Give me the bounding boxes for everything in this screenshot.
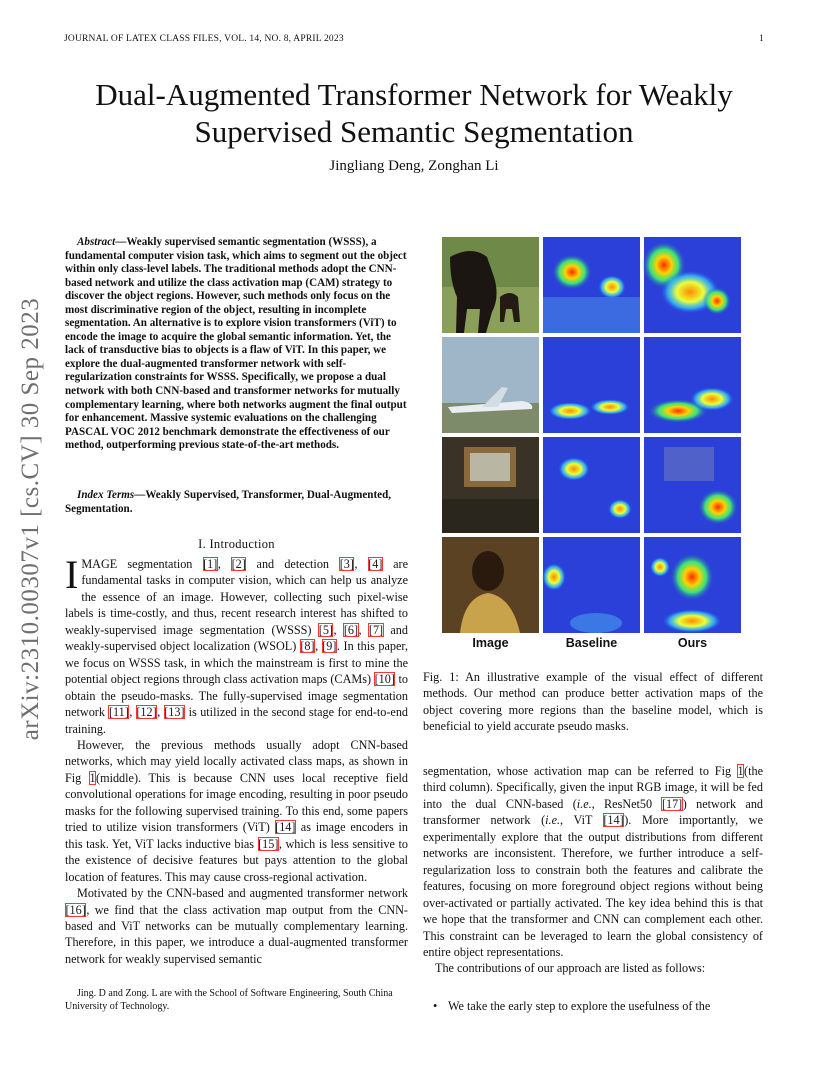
text-span: to obtain the pseudo-masks. The fully-supervised image segmentation network bbox=[65, 672, 409, 720]
text-span: are fundamental tasks in computer vision, which can help us analyze the essence of an image. However, collecting such pixel-wise labels is time-costly, and thus, recent research interest has shifted to weakly-supervised image segmentation (WSSS) bbox=[65, 557, 409, 637]
citation-link[interactable]: [6] bbox=[343, 622, 359, 637]
journal-name: JOURNAL OF LATEX CLASS FILES, VOL. 14, NO. 8, APRIL 2023 bbox=[64, 34, 344, 44]
airplane-ours-map bbox=[644, 337, 741, 433]
text-span: i.e. bbox=[545, 813, 561, 828]
mirror-baseline-map bbox=[543, 437, 640, 533]
footnote: Jing. D and Zong. L are with the School of Software Engineering, South China University of Technology. bbox=[65, 988, 393, 1012]
index-terms-text: —Weakly Supervised, Transformer, Dual-Augmented, Segmentation. bbox=[65, 489, 392, 515]
citation-link[interactable]: [3] bbox=[339, 557, 354, 571]
text-span: . In this paper, we focus on WSSS task, in which the mainstream is first to mine the potential object regions through class activation maps (CAMs) bbox=[65, 639, 409, 687]
bullet-text: We take the early step to explore the usefulness of the bbox=[448, 999, 711, 1013]
text-span: is utilized in the second stage for end-to-end training. bbox=[65, 705, 409, 736]
citation-link[interactable]: [14] bbox=[603, 813, 624, 828]
authors: Jingliang Deng, Zonghan Li bbox=[329, 158, 499, 174]
text-span: segmentation, whose activation map can be referred to Fig bbox=[423, 764, 737, 778]
figure-label-ours: Ours bbox=[677, 636, 708, 650]
horse-baseline-map bbox=[543, 237, 640, 333]
text-span: (middle). This is because CNN uses local receptive field convolutional operations for image encoding, resulting in poor pseudo masks for the following supervised training. To this end, some papers tried to utilize vision transformers (ViT) bbox=[65, 770, 408, 835]
text-span: , ViT bbox=[560, 813, 603, 828]
citation-link[interactable]: [5] bbox=[318, 622, 333, 637]
paper-title: Dual-Augmented Transformer Network for Weakly Supervised Semantic Segmentation bbox=[95, 77, 733, 149]
citation-link[interactable]: [1] bbox=[203, 557, 218, 571]
text-span: However, the previous methods usually adopt CNN-based networks, which may yield locally activated class maps, as shown in Fig bbox=[65, 737, 408, 785]
right-paragraph-2: The contributions of our approach are listed as follows: bbox=[435, 961, 706, 976]
row-airplane bbox=[442, 337, 741, 433]
text-span: i.e. bbox=[576, 796, 592, 811]
abstract-label: Abstract bbox=[77, 236, 116, 248]
running-header bbox=[64, 34, 764, 48]
figure-1 bbox=[442, 237, 742, 635]
index-terms-label: Index Terms bbox=[77, 489, 135, 501]
mirror-ours-map bbox=[644, 437, 741, 533]
text-span: (the third column). Specifically, given the input RGB image, it will be fed into the dual CNN-based ( bbox=[423, 764, 763, 811]
section-heading: I. Introduction bbox=[198, 537, 275, 551]
citation-link[interactable]: [9] bbox=[322, 639, 337, 654]
horse-image bbox=[442, 237, 539, 333]
row-person bbox=[442, 537, 741, 633]
citation-link[interactable]: [13] bbox=[164, 705, 185, 720]
right-column-body bbox=[423, 763, 763, 977]
citation-link[interactable]: [12] bbox=[136, 705, 157, 720]
figure-caption: Fig. 1: An illustrative example of the visual effect of different methods. Our method can produce better activation maps of the object covering more regions than the baseline model, which is beneficial to yield accurate pseudo masks. bbox=[423, 670, 763, 734]
airplane-image bbox=[442, 337, 539, 433]
text-span: MAGE segmentation bbox=[81, 557, 203, 571]
index-terms bbox=[65, 489, 408, 516]
text-span: and weakly-supervised object localization (WSOL) bbox=[65, 622, 408, 654]
text-span: , which is less sensitive to the existence of decisive features but pays attention to the global location of features. This may cause cross-regional activation. bbox=[65, 836, 408, 884]
figure-link[interactable]: 1 bbox=[89, 770, 96, 785]
page-number: 1 bbox=[759, 34, 764, 44]
citation-link[interactable]: [2] bbox=[231, 557, 246, 571]
text-span: Motivated by the CNN-based and augmented transformer network bbox=[77, 886, 408, 901]
text-span: , ResNet50 bbox=[591, 796, 662, 811]
citation-link[interactable]: [10] bbox=[374, 672, 395, 687]
text-span: ). More importantly, we experimentally explore that the output distributions from different networks are inconsistent. Therefore, we further introduce a self-regularization loss to constrain both the features and calibrate the features, focusing on more foreground object regions without being over-activated or partially activated. The key idea behind this is that we hope that the transformer and CNN can complement each other. This constraint can be leveraged to learn the global consistency of entire object representations. bbox=[423, 813, 763, 959]
row-mirror bbox=[442, 437, 741, 533]
citation-link[interactable]: [11] bbox=[108, 705, 129, 720]
person-image bbox=[442, 537, 539, 633]
person-baseline-map bbox=[542, 537, 640, 633]
citation-link[interactable]: [16] bbox=[65, 902, 86, 917]
citation-link[interactable]: [15] bbox=[258, 836, 279, 851]
citation-link[interactable]: [14] bbox=[275, 820, 296, 835]
mirror-image bbox=[442, 437, 539, 533]
figure-1-grid bbox=[442, 237, 742, 635]
row-horse bbox=[442, 237, 741, 333]
citation-link[interactable]: [17] bbox=[661, 796, 683, 811]
airplane-baseline-map bbox=[543, 337, 640, 433]
horse-ours-map bbox=[642, 237, 741, 333]
text-span: , we find that the class activation map output from the CNN-based and ViT networks can be mutually complementary learning. Therefore, in this paper, we introduce a dual-augmented transformer network for weakly supervised semantic bbox=[65, 902, 408, 966]
citation-link[interactable]: [4] bbox=[368, 557, 383, 571]
arxiv-stamp: arXiv:2310.00307v1 [cs.CV] 30 Sep 2023 bbox=[17, 297, 44, 741]
intro-paragraph-3 bbox=[65, 885, 408, 967]
abstract-text: —Weakly supervised semantic segmentation (WSSS), a fundamental computer vision task, which aims to segment out the object within only class-level labels. The traditional methods adopt the CNN-based network and utilize the class activation map (CAM) strategy to discover the object regions. However, such methods only focus on the most discriminative region of the object, resulting in incomplete segmentation. An alternative is to explore vision transformers (ViT) to encode the image to acquire the global semantic information. Yet, the lack of transductive bias to objects is a flaw of ViT. In this paper, we explore the dual-augmented transformer network with self-regularization constraints for WSSS. Specifically, we propose a dual network with both CNN-based and transformer networks for mutually complementary learning, where both networks augment the final output for enhancement. Massive systemic evaluations on the challenging PASCAL VOC 2012 benchmark demonstrate the effectiveness of our method, outperforming previous state-of-the-art methods. bbox=[65, 236, 407, 452]
text-span: and detection bbox=[246, 557, 340, 571]
bullet-icon: • bbox=[433, 999, 438, 1013]
right-paragraph-1 bbox=[423, 763, 763, 960]
figure-label-image: Image bbox=[472, 636, 509, 650]
figure-label-baseline: Baseline bbox=[565, 636, 618, 650]
drop-cap: I bbox=[65, 552, 79, 597]
citation-link[interactable]: [7] bbox=[368, 622, 384, 637]
abstract bbox=[65, 236, 408, 453]
intro-paragraph-2 bbox=[65, 737, 408, 885]
intro-paragraph-1: IMAGE segmentation [1], [2] and detection [3], [4] are fundamental tasks in computer vision, which can help us analyze the essence of an image. However, collecting such pixel-wise labels is time-costly, and thus, recent research interest has shifted to weakly-supervised image segmentation (WSSS) [5], [6], [7] and weakly-supervised object localization (WSOL) [8], [9]. In this paper, we focus on WSSS task, in which the mainstream is first to mine the potential object regions through class activation maps (CAMs) [10] to obtain the pseudo-masks. The fully-supervised image segmentation network [11], [12], [13] is utilized in the second stage for end-to-end training. bbox=[65, 552, 409, 736]
person-ours-map bbox=[644, 537, 741, 633]
figure-link[interactable]: 1 bbox=[737, 764, 744, 778]
text-span: as image encoders in this task. Yet, ViT lacks inductive bias bbox=[65, 820, 408, 851]
citation-link[interactable]: [8] bbox=[300, 639, 315, 654]
text-span: ) network and transformer network ( bbox=[423, 796, 764, 828]
introduction-body bbox=[65, 552, 409, 967]
